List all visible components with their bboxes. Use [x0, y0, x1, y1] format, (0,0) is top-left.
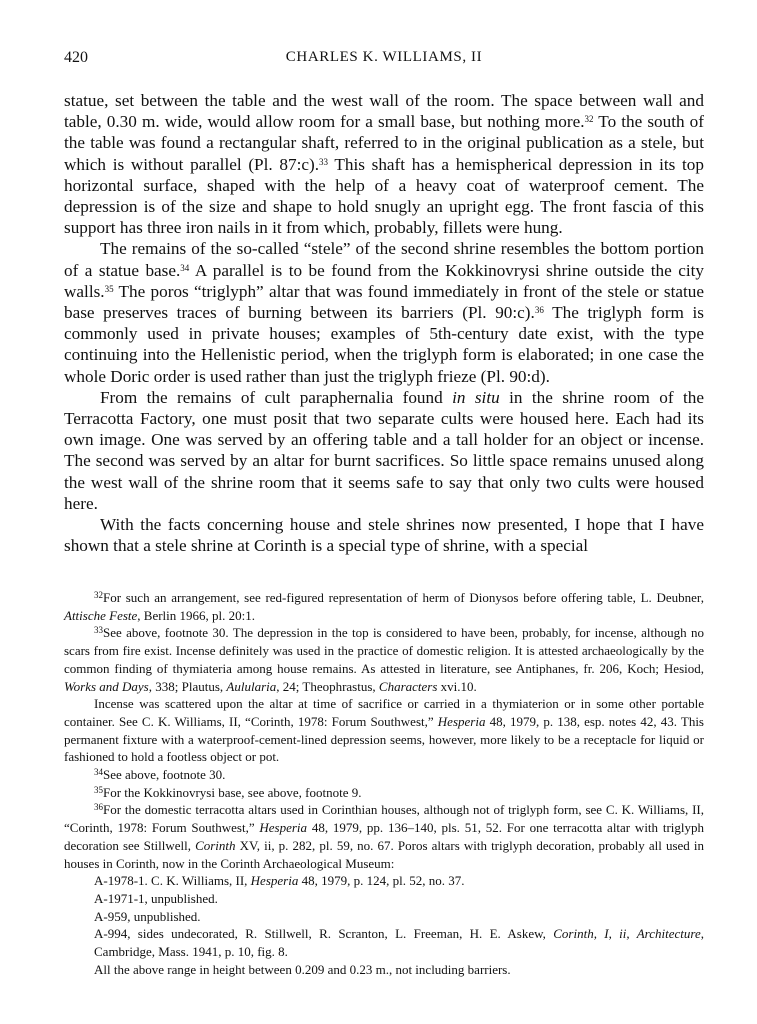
footnote-number: 33	[94, 625, 103, 636]
text-run: , 24; Theophrastus,	[276, 678, 379, 694]
text-run: For the domestic terracotta altars used in Corinthian houses, although not of triglyph form, see C. K. Williams, II, “Corinth, 1978: Forum Southwest,”	[64, 802, 704, 836]
footnote-33	[64, 624, 704, 695]
paragraph-3	[64, 387, 704, 514]
text-run: statue, set between the table and the west wall of the room. The space between wall and table, 0.30 m. wide, would allow room for a small base, but nothing more.	[64, 91, 704, 132]
text-run: The remains of the so-called “stele” of the second shrine resembles the bottom portion of a statue base.	[64, 239, 704, 280]
list-closing-note: All the above range in height between 0.209 and 0.23 m., not including barriers.	[94, 961, 511, 977]
footnote-number: 34	[94, 767, 103, 778]
text-run: With the facts concerning house and stele shrines now presented, I hope that I have shown that a stele shrine at Corinth is a special type of shrine, with a special	[64, 515, 704, 556]
text-run: , Berlin 1966, pl. 20:1.	[137, 607, 255, 623]
text-run: This shaft has a hemispherical depression in its top horizontal surface, shaped with the help of a heavy coat of waterproof cement. The depression is of the size and shape to hold snugly an upright egg. The front fascia of this support has three iron nails in it from which, probably, fillets were hung.	[64, 154, 704, 238]
italic-term: in situ	[452, 387, 500, 407]
text-run: The poros “triglyph” altar that was found immediately in front of the stele or statue base preserves traces of burning between its barriers (Pl. 90:c).	[64, 281, 704, 323]
footnote-number: 35	[94, 784, 103, 795]
italic-title: Hesperia	[259, 820, 308, 836]
italic-title: Hesperia	[250, 873, 299, 889]
text-run: A parallel is to be found from the Kokkinovrysi shrine outside the city walls.	[64, 260, 705, 301]
text-run: , Cambridge, Mass. 1941, p. 10, fig. 8.	[94, 926, 704, 960]
footnote-32	[64, 589, 704, 624]
italic-title: Works and Days	[64, 678, 149, 694]
text-run: in the shrine room of the Terracotta Factory, one must posit that two separate cults were housed here. Each had its own image. One was served by an offering table and a tall holder for an object or incense. The second was served by an altar for burnt sacrifices. So little space remains unused along the west wall of the shrine room that it seems safe to say that only two cults were housed here.	[64, 387, 704, 513]
paragraph-2	[64, 238, 704, 386]
text-run: xvi.10.	[437, 678, 477, 694]
text-run: For the Kokkinovrysi base, see above, footnote 9.	[103, 784, 362, 800]
text-run: See above, footnote 30. The depression in the top is considered to have been, probably, for incense, although no scars from fire exist. Incense definitely was used in the practice of domestic religion. It is attested archaeologically by the common finding of thymiateria among house remains. As attested in literature, see Antiphanes, fr. 206, Koch; Hesiod,	[64, 625, 704, 676]
footnote-ref-35: 35	[104, 283, 114, 294]
text-run: A-994, sides undecorated, R. Stillwell, R. Scranton, L. Freeman, H. E. Askew,	[94, 926, 554, 942]
page-number: 420	[64, 49, 88, 66]
footnote-ref-36: 36	[534, 305, 544, 316]
italic-title: Corinth, I, ii, Architecture	[553, 926, 701, 942]
text-run: Incense was scattered upon the altar at time of sacrifice or carried in a thymiaterion or in some other portable container. See C. K. Williams, II, “Corinth, 1978: Forum Southwest,”	[64, 696, 704, 729]
text-run: 48, 1979, p. 138, esp. notes 42, 43. This permanent fixture with a waterproof-cement-lined depression seems, however, more likely to be a receptacle for liquid or fashioned to hold a footless object or pot.	[64, 713, 704, 765]
text-run: , 338; Plautus,	[148, 678, 227, 694]
text-run: 48, 1979, pp. 136–140, pls. 51, 52. For one terracotta altar with triglyph decoration see Stillwell,	[64, 820, 704, 853]
page-header	[64, 49, 704, 73]
list-item: A-1971-1, unpublished.	[94, 890, 218, 906]
footnotes	[64, 589, 704, 978]
list-item	[64, 925, 704, 960]
italic-title: Hesperia	[437, 713, 486, 729]
text-run: A-1978-1. C. K. Williams, II,	[94, 873, 251, 889]
text-run: See above, footnote 30.	[103, 767, 226, 783]
text-run: 48, 1979, p. 124, pl. 52, no. 37.	[298, 873, 465, 889]
italic-title: Aulularia	[226, 678, 277, 694]
text-run: The triglyph form is commonly used in private houses; examples of 5th-century date exist, with the type continuing into the Hellenistic period, when the triglyph form is elaborated; in one case the whole Doric order is used rather than just the triglyph frieze (Pl. 90:d).	[64, 303, 704, 386]
footnote-number: 36	[94, 802, 103, 813]
list-item: A-959, unpublished.	[94, 908, 201, 924]
footnote-ref-32: 32	[584, 114, 594, 125]
italic-title: Attische Feste	[64, 607, 138, 623]
italic-title: Characters	[378, 678, 438, 694]
footnote-33-continued	[64, 695, 704, 766]
paragraph-1	[64, 90, 704, 238]
text-run: For such an arrangement, see red-figured representation of herm of Dionysos before offering table, L. Deubner,	[103, 590, 704, 605]
italic-title: Corinth	[195, 837, 236, 853]
list-item	[64, 872, 704, 890]
footnote-35	[64, 784, 704, 802]
main-text	[64, 90, 704, 556]
running-head: CHARLES K. WILLIAMS, II	[285, 49, 483, 65]
text-run: To the south of the table was found a rectangular shaft, referred to in the original publication as a stele, but which is without parallel (Pl. 87:c).	[64, 112, 704, 174]
paragraph-4	[64, 514, 704, 556]
footnote-36	[64, 801, 704, 872]
footnote-34	[64, 766, 704, 784]
text-run: XV, ii, p. 282, pl. 59, no. 67. Poros altars with triglyph decoration, probably all used in houses in Corinth, now in the Corinth Archaeological Museum:	[64, 837, 704, 871]
footnote-ref-34: 34	[180, 262, 190, 273]
footnote-ref-33: 33	[319, 156, 328, 167]
footnote-number: 32	[94, 590, 103, 600]
text-run: From the remains of cult paraphernalia found	[100, 387, 453, 407]
